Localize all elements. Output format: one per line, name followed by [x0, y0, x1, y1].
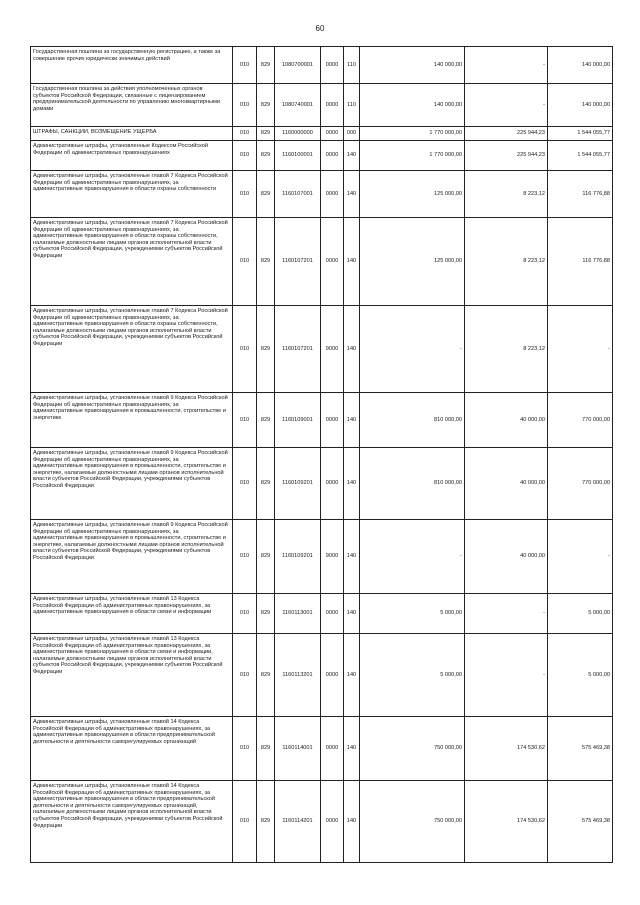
- cell-exec: 40 000,00: [465, 448, 548, 520]
- cell-code: 1160100001: [275, 141, 321, 171]
- table-body: [31, 47, 613, 863]
- table-row: [31, 448, 613, 520]
- cell-name: Административные штрафы, установленные главой 9 Кодекса Российской Федерации об административных правонарушениях, за административные правонарушения в промышленности, строительстве и энергетике: [31, 393, 233, 448]
- cell-c3: 0000: [321, 594, 344, 634]
- cell-exec: -: [465, 634, 548, 717]
- cell-plan: 140 000,00: [360, 84, 465, 127]
- cell-code: 1160000000: [275, 127, 321, 141]
- cell-code: 1160109201: [275, 520, 321, 594]
- cell-exec: 8 223,12: [465, 306, 548, 393]
- cell-rest: -: [548, 306, 613, 393]
- cell-c1: 010: [233, 594, 257, 634]
- page-number: 60: [315, 24, 325, 33]
- cell-plan: 810 000,00: [360, 393, 465, 448]
- cell-plan: 5 000,00: [360, 634, 465, 717]
- cell-rest: 140 000,00: [548, 84, 613, 127]
- cell-plan: 810 000,00: [360, 448, 465, 520]
- revenue-table: [30, 46, 613, 863]
- cell-exec: 8 223,12: [465, 218, 548, 306]
- cell-code: 1160107201: [275, 218, 321, 306]
- cell-name: Административные штрафы, установленные главой 14 Кодекса Российской Федерации об административных правонарушениях, за административные правонарушения в области предпринимательской деятельности и деятельности саморегулируемых организаций, налагаемые должностными лицами органов исполнительной власти субъектов Российской Федерации, учреждениями субъектов Российской Федерации: [31, 781, 233, 863]
- cell-name: Административные штрафы, установленные главой 14 Кодекса Российской Федерации об административных правонарушениях, за административные правонарушения в области предпринимательской деятельности и деятельности саморегулируемых организаций: [31, 717, 233, 781]
- cell-name: Административные штрафы, установленные главой 13 Кодекса Российской Федерации об административных правонарушениях, за административные правонарушения в области связи и информации: [31, 594, 233, 634]
- cell-plan: -: [360, 306, 465, 393]
- cell-plan: 750 000,00: [360, 781, 465, 863]
- cell-c1: 010: [233, 520, 257, 594]
- cell-exec: 40 000,00: [465, 393, 548, 448]
- cell-exec: 174 530,62: [465, 717, 548, 781]
- cell-c4: 140: [344, 218, 360, 306]
- cell-c2: 829: [257, 127, 275, 141]
- cell-name: Государственная пошлина за действия уполномоченных органов субъектов Российской Федерации, связанные с лицензированием предпринимательской деятельности по управлению многоквартирными домами: [31, 84, 233, 127]
- cell-c4: 140: [344, 448, 360, 520]
- cell-exec: -: [465, 594, 548, 634]
- cell-rest: 575 469,38: [548, 717, 613, 781]
- cell-c1: 010: [233, 141, 257, 171]
- table-row: [31, 634, 613, 717]
- cell-c2: 829: [257, 781, 275, 863]
- cell-exec: 40 000,00: [465, 520, 548, 594]
- cell-name: Административные штрафы, установленные главой 13 Кодекса Российской Федерации об административных правонарушениях, за административные правонарушения в области связи и информации, налагаемые должностными лицами органов исполнительной власти субъектов Российской Федерации, учреждениями субъектов Российской Федерации: [31, 634, 233, 717]
- cell-name: Административные штрафы, установленные Кодексом Российской Федерации об административных правонарушениях: [31, 141, 233, 171]
- cell-c4: 140: [344, 306, 360, 393]
- cell-c3: 0000: [321, 448, 344, 520]
- cell-name: Административные штрафы, установленные главой 9 Кодекса Российской Федерации об административных правонарушениях, за административные правонарушения в промышленности, строительстве и энергетике, налагаемые должностными лицами органов исполнительной власти субъектов Российской Федерации, учреждениями субъектов Российской Федерации: [31, 520, 233, 594]
- table-row: [31, 781, 613, 863]
- cell-code: 1160114001: [275, 717, 321, 781]
- cell-c4: 110: [344, 84, 360, 127]
- cell-rest: 575 469,38: [548, 781, 613, 863]
- cell-c1: 010: [233, 47, 257, 84]
- cell-c3: 0000: [321, 47, 344, 84]
- cell-c2: 829: [257, 448, 275, 520]
- table-row: [31, 594, 613, 634]
- cell-code: 1160114201: [275, 781, 321, 863]
- cell-exec: 8 223,12: [465, 171, 548, 218]
- cell-exec: 225 944,23: [465, 141, 548, 171]
- table-row: [31, 218, 613, 306]
- cell-plan: 1 770 000,00: [360, 127, 465, 141]
- cell-c3: 0000: [321, 634, 344, 717]
- cell-rest: 1 544 055,77: [548, 141, 613, 171]
- cell-c4: 140: [344, 141, 360, 171]
- table-row: [31, 717, 613, 781]
- cell-c3: 0000: [321, 717, 344, 781]
- cell-exec: -: [465, 47, 548, 84]
- cell-c2: 829: [257, 520, 275, 594]
- cell-c3: 0000: [321, 393, 344, 448]
- table-row: [31, 171, 613, 218]
- cell-code: 1160107201: [275, 306, 321, 393]
- cell-code: 1160107001: [275, 171, 321, 218]
- cell-plan: 125 000,00: [360, 171, 465, 218]
- table-row: [31, 141, 613, 171]
- cell-c4: 140: [344, 781, 360, 863]
- cell-plan: -: [360, 520, 465, 594]
- table-row: [31, 393, 613, 448]
- cell-name: ШТРАФЫ, САНКЦИИ, ВОЗМЕЩЕНИЕ УЩЕРБА: [31, 127, 233, 141]
- cell-rest: 1 544 055,77: [548, 127, 613, 141]
- cell-c2: 829: [257, 717, 275, 781]
- cell-rest: 5 000,00: [548, 634, 613, 717]
- cell-c1: 010: [233, 306, 257, 393]
- cell-c2: 829: [257, 84, 275, 127]
- cell-c3: 0000: [321, 218, 344, 306]
- cell-rest: 116 776,88: [548, 171, 613, 218]
- cell-c1: 010: [233, 171, 257, 218]
- cell-code: 1080740001: [275, 84, 321, 127]
- cell-c1: 010: [233, 84, 257, 127]
- cell-name: Государственная пошлина за государственную регистрацию, а также за совершение прочих юридически значимых действий: [31, 47, 233, 84]
- cell-c2: 829: [257, 47, 275, 84]
- cell-c4: 140: [344, 171, 360, 218]
- cell-c2: 829: [257, 141, 275, 171]
- cell-exec: -: [465, 84, 548, 127]
- cell-c2: 829: [257, 634, 275, 717]
- cell-c1: 010: [233, 448, 257, 520]
- cell-rest: -: [548, 520, 613, 594]
- cell-rest: 770 000,00: [548, 448, 613, 520]
- cell-name: Административные штрафы, установленные главой 7 Кодекса Российской Федерации об административных правонарушениях, за административные правонарушения в области охраны собственности, налагаемые должностными лицами органов исполнительной власти субъектов Российской Федерации, учреждениями субъектов Российской Федерации: [31, 306, 233, 393]
- cell-c3: 0000: [321, 127, 344, 141]
- table-row: [31, 127, 613, 141]
- cell-rest: 116 776,88: [548, 218, 613, 306]
- cell-c4: 140: [344, 717, 360, 781]
- cell-plan: 5 000,00: [360, 594, 465, 634]
- table-row: [31, 84, 613, 127]
- cell-rest: 5 000,00: [548, 594, 613, 634]
- cell-c2: 829: [257, 594, 275, 634]
- cell-exec: 225 944,23: [465, 127, 548, 141]
- cell-code: 1160109001: [275, 393, 321, 448]
- cell-c3: 0000: [321, 84, 344, 127]
- cell-plan: 1 770 000,00: [360, 141, 465, 171]
- cell-name: Административные штрафы, установленные главой 7 Кодекса Российской Федерации об административных правонарушениях, за административные правонарушения в области охраны собственности: [31, 171, 233, 218]
- cell-c3: 0000: [321, 141, 344, 171]
- cell-c4: 110: [344, 47, 360, 84]
- cell-rest: 770 000,00: [548, 393, 613, 448]
- cell-c4: 140: [344, 393, 360, 448]
- cell-c2: 829: [257, 306, 275, 393]
- cell-code: 1160109201: [275, 448, 321, 520]
- cell-plan: 750 000,00: [360, 717, 465, 781]
- cell-c2: 829: [257, 218, 275, 306]
- cell-name: Административные штрафы, установленные главой 7 Кодекса Российской Федерации об административных правонарушениях, за административные правонарушения в области охраны собственности, налагаемые должностными лицами органов исполнительной власти субъектов Российской Федерации, учреждениями субъектов Российской Федерации: [31, 218, 233, 306]
- cell-c1: 010: [233, 393, 257, 448]
- cell-c1: 010: [233, 717, 257, 781]
- cell-code: 1160113001: [275, 594, 321, 634]
- cell-rest: 140 000,00: [548, 47, 613, 84]
- table-row: [31, 47, 613, 84]
- cell-code: 1080700001: [275, 47, 321, 84]
- cell-c3: 0000: [321, 171, 344, 218]
- cell-c2: 829: [257, 393, 275, 448]
- cell-c4: 140: [344, 594, 360, 634]
- cell-c4: 140: [344, 520, 360, 594]
- cell-c1: 010: [233, 781, 257, 863]
- table-row: [31, 520, 613, 594]
- cell-plan: 125 000,00: [360, 218, 465, 306]
- cell-name: Административные штрафы, установленные главой 9 Кодекса Российской Федерации об административных правонарушениях, за административные правонарушения в промышленности, строительстве и энергетике, налагаемые должностными лицами органов исполнительной власти субъектов Российской Федерации, учреждениями субъектов Российской Федерации: [31, 448, 233, 520]
- cell-c4: 140: [344, 634, 360, 717]
- cell-code: 1160113201: [275, 634, 321, 717]
- cell-exec: 174 530,62: [465, 781, 548, 863]
- cell-c1: 010: [233, 634, 257, 717]
- cell-c3: 9000: [321, 306, 344, 393]
- cell-c1: 010: [233, 127, 257, 141]
- cell-c3: 9000: [321, 520, 344, 594]
- cell-c3: 0000: [321, 781, 344, 863]
- cell-c1: 010: [233, 218, 257, 306]
- cell-c2: 829: [257, 171, 275, 218]
- cell-plan: 140 000,00: [360, 47, 465, 84]
- cell-c4: 000: [344, 127, 360, 141]
- table-row: [31, 306, 613, 393]
